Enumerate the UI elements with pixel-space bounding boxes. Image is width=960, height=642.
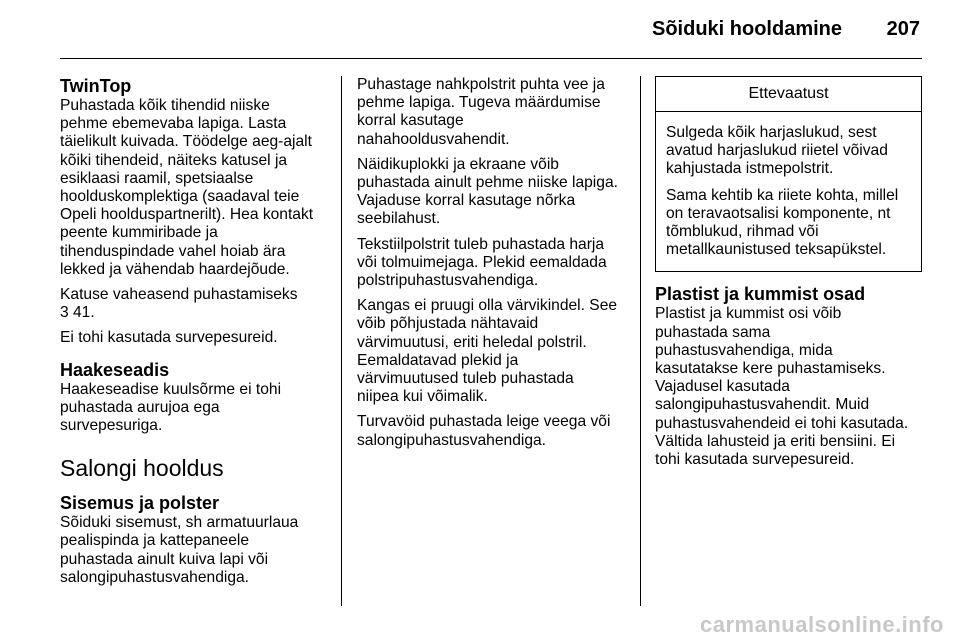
paragraph-displays: Näidikuplokki ja ekraane võib puhastada ainult pehme niiske lapiga. Vajaduse korral kasutage nõrka seebilahust. (357, 155, 618, 228)
column-left (60, 76, 330, 594)
column-divider-1 (341, 76, 342, 606)
caution-paragraph-2: Sama kehtib ka riiete kohta, millel on teravaotsalisi komponente, nt tõmblukud, rihmad või metallkaunistused teksapükstel. (666, 186, 899, 259)
header-rule (60, 58, 922, 59)
paragraph-towbar: Haakeseadise kuulsõrme ei tohi puhastada aurujoa ega survepesuriga. (60, 380, 282, 435)
paragraph-roof-position: Katuse vaheasend puhastamiseks 3 41. (60, 286, 298, 322)
heading-twintop: TwinTop (60, 76, 132, 96)
watermark: carmanualsonline.info (700, 612, 944, 637)
caution-title: Ettevaatust (656, 77, 921, 112)
paragraph-textile: Tekstiilpolstrit tuleb puhastada harja või tolmuimejaga. Plekid eemaldada polstripuhastusvahendiga. (357, 235, 607, 290)
caution-body (656, 112, 921, 271)
section-title: Sõiduki hooldamine (651, 18, 842, 40)
heading-towbar: Haakeseadis (60, 359, 170, 380)
paragraph-no-pressure-washer: Ei tohi kasutada survepesureid. (60, 329, 278, 347)
paragraph-leather: Puhastage nahkpolstrit puhta vee ja pehme lapiga. Tugeva määrdumise korral kasutage nahahooldusvahendit. (357, 76, 605, 148)
column-divider-2 (640, 76, 641, 606)
heading-interior-care: Salongi hooldus (60, 455, 224, 482)
caution-paragraph-1: Sulgeda kõik harjaslukud, sest avatud harjaslukud riietel võivad kahjustada istmepolstrit. (666, 124, 888, 178)
caution-box (655, 76, 922, 272)
column-right (655, 76, 922, 476)
paragraph-interior-cleaning: Sõiduki sisemust, sh armatuurlaua pealispinda ja kattepaneele puhastada ainult kuiva lapi või salongipuhastusvahendiga. (60, 514, 299, 586)
heading-plastic-rubber: Plastist ja kummist osad (655, 284, 866, 305)
paragraph-colorfast: Kangas ei pruugi olla värvikindel. See võib põhjustada nähtavaid värvimuutusi, eriti heledal polstril. Eemaldatavad plekid ja värvimuutused tuleb puhastada niipea kui võimalik. (357, 297, 618, 406)
page-header (0, 0, 960, 62)
paragraph-seatbelts: Turvavöid puhastada leige veega või salongipuhastusvahendiga. (357, 413, 611, 449)
page-number: 207 (886, 18, 920, 40)
heading-interior-upholstery: Sisemus ja polster (60, 493, 220, 514)
paragraph-twintop-seals: Puhastada kõik tihendid niiske pehme ebemevaba lapiga. Lasta täielikult kuivada. Töödelge aeg-ajalt kõiki tihendeid, näiteks katusel ja esiklaasi raamil, spetsiaalse hoolduskomplektiga (saadaval teie Opeli hoolduspartnerilt). Hea kontakt peente kummiribade ja tihenduspindade vahel hoiab ära lekked ja vähendab haardejõude. (60, 97, 314, 278)
column-middle (357, 76, 625, 457)
paragraph-plastic-rubber: Plastist ja kummist osi võib puhastada sama puhastusvahendiga, mida kasutatakse kere puhastamiseks. Vajadusel kasutada salongipuhastusvahendit. Muid puhastusvahendeid ei tohi kasutada. Vältida lahusteid ja eriti bensiini. Ei tohi kasutada survepesureid. (655, 305, 909, 469)
